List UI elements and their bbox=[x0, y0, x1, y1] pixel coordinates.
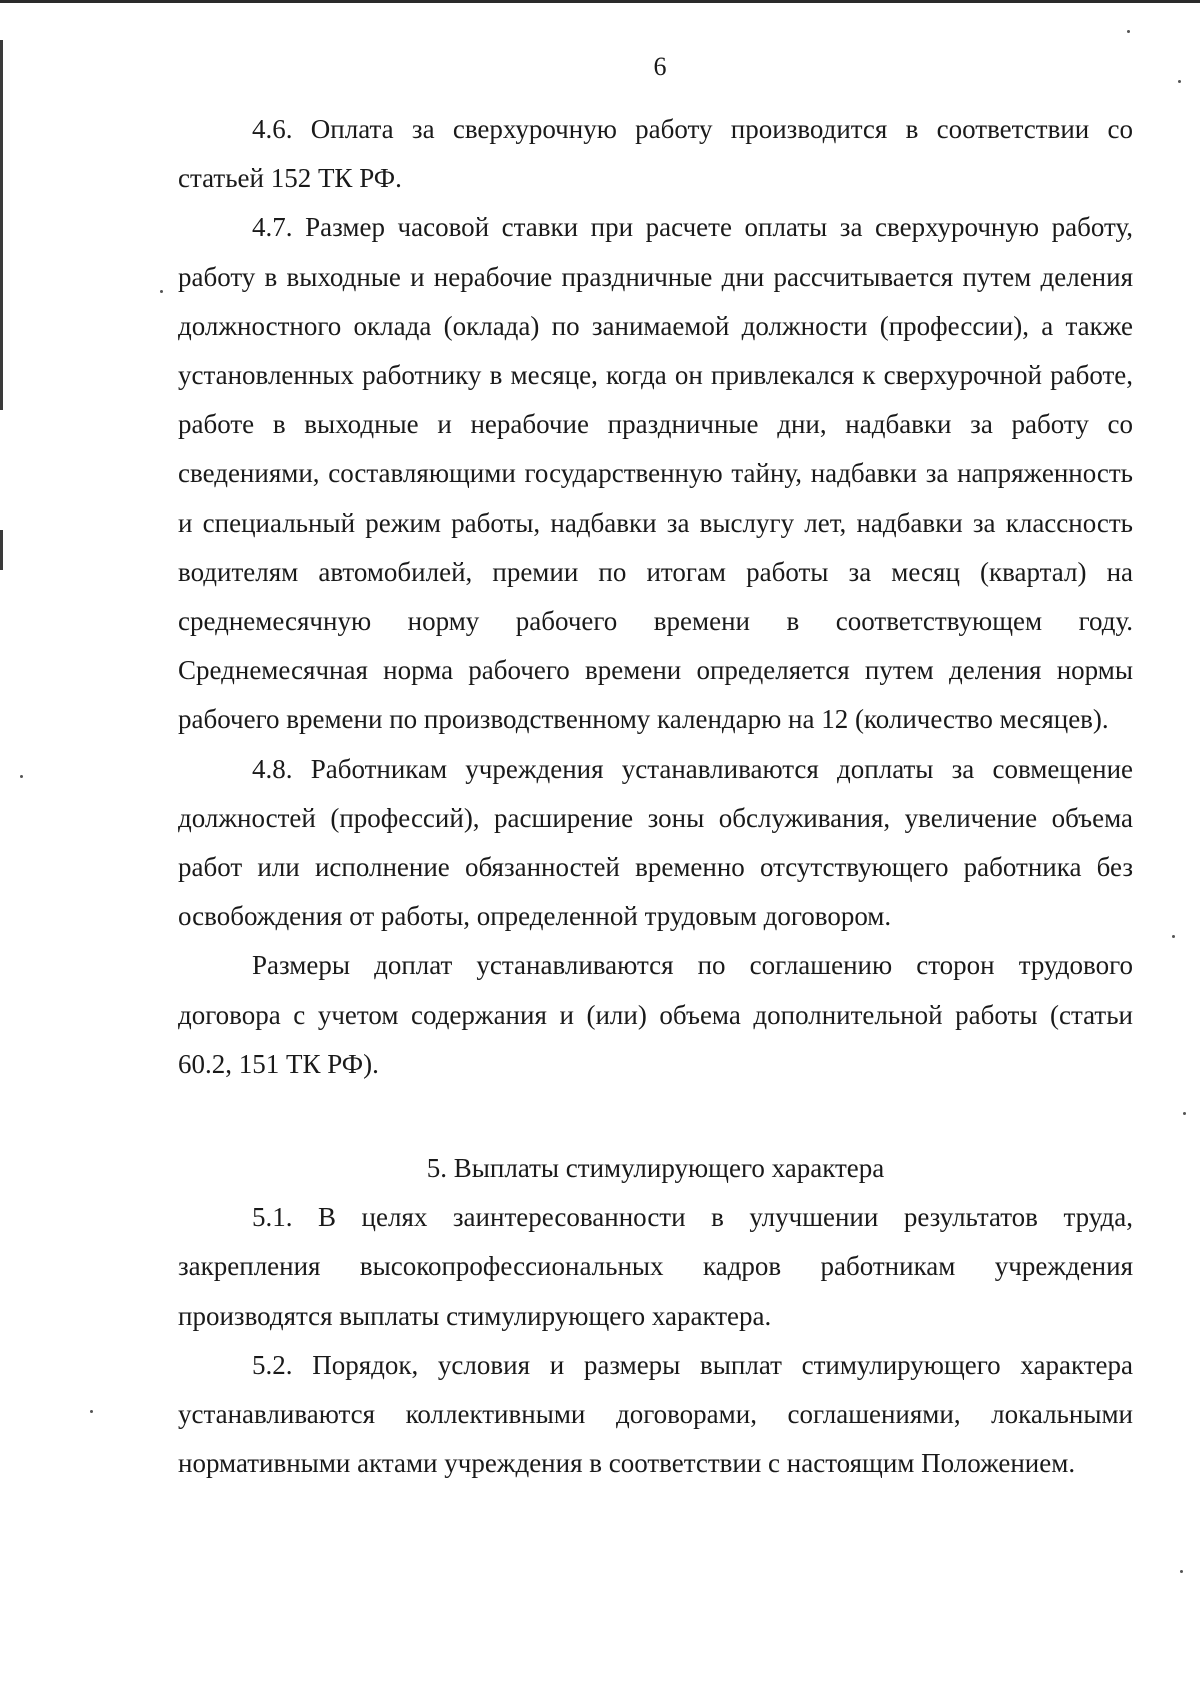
paragraph-4-8-sizes: Размеры доплат устанавливаются по соглашению сторон трудового договора с учетом содержания и (или) объема дополнительной работы (статьи 60.2, 151 ТК РФ). bbox=[178, 950, 1133, 1079]
scan-top-border bbox=[0, 0, 1200, 3]
scan-left-border-mark bbox=[0, 530, 3, 570]
document-body bbox=[178, 105, 1133, 1488]
scan-speck bbox=[1127, 30, 1130, 33]
paragraph-5-1: 5.1. В целях заинтересованности в улучшении результатов труда, закрепления высокопрофессиональных кадров работникам учреждения производятся выплаты стимулирующего характера. bbox=[178, 1202, 1133, 1331]
scan-speck bbox=[160, 290, 163, 293]
scan-speck bbox=[1172, 935, 1175, 938]
scan-speck bbox=[1180, 1570, 1183, 1573]
scan-speck bbox=[1183, 1112, 1186, 1115]
scan-speck bbox=[1178, 80, 1181, 83]
paragraph-5-2: 5.2. Порядок, условия и размеры выплат стимулирующего характера устанавливаются коллективными договорами, соглашениями, локальными нормативными актами учреждения в соответствии с настоящим Положением. bbox=[178, 1349, 1133, 1479]
paragraph-4-7: 4.7. Размер часовой ставки при расчете оплаты за сверхурочную работу, работу в выходные и нерабочие праздничные дни рассчитывается путем деления должностного оклада (оклада) по занимаемой должности (профессии), а также установленных работнику в месяце, когда он привлекался к сверхурочной работе, работе в выходные и нерабочие праздничные дни, надбавки за работу со сведениями, составляющими государственную тайну, надбавки за напряженность и специальный режим работы, надбавки за выслугу лет, надбавки за классность водителям автомобилей, премии по итогам работы за месяц (квартал) на среднемесячную норму рабочего времени в соответствующем году. Среднемесячная норма рабочего времени определяется путем деления нормы рабочего времени по производственному календарю на 12 (количество месяцев). bbox=[178, 212, 1133, 735]
paragraph-4-8: 4.8. Работникам учреждения устанавливаются доплаты за совмещение должностей (профессий), расширение зоны обслуживания, увеличение объема работ или исполнение обязанностей временно отсутствующего работника без освобождения от работы, определенной трудовым договором. bbox=[178, 753, 1133, 932]
scan-speck bbox=[90, 1410, 93, 1413]
scan-left-border bbox=[0, 40, 3, 410]
page-number: 6 bbox=[653, 52, 667, 81]
section-5-title: 5. Выплаты стимулирующего характера bbox=[426, 1153, 885, 1184]
paragraph-4-6: 4.6. Оплата за сверхурочную работу производится в соответствии со статьей 152 ТК РФ. bbox=[178, 114, 1133, 194]
scan-speck bbox=[20, 775, 23, 778]
